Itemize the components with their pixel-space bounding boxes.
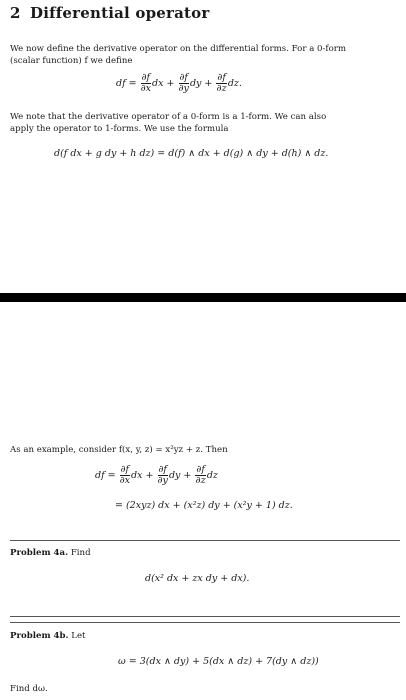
section-title: Differential operator bbox=[30, 4, 210, 22]
intro-paragraph bbox=[10, 43, 398, 67]
problem-4b-heading bbox=[10, 630, 398, 642]
divider-problem-4b-bottom bbox=[10, 622, 400, 623]
example-paragraph: As an example, consider f(x, y, z) = x²yz + z. Then bbox=[10, 445, 228, 455]
intro-line-1: We now define the derivative operator on the differential forms. For a 0-form bbox=[10, 44, 347, 54]
problem-4b-label: Problem 4b. bbox=[10, 631, 69, 641]
example-term-x: dx + bbox=[131, 470, 154, 481]
divider-problem-4a bbox=[10, 540, 400, 541]
eq1-term-y: dy + bbox=[189, 78, 213, 89]
example-fraction-y: $\frac{\partial f}{\partial y}$ bbox=[157, 464, 168, 486]
note-line-1: We note that the derivative operator of a 0-form is a 1-form. We can also bbox=[10, 112, 327, 122]
eq1-term-x: dx + bbox=[152, 78, 175, 89]
example-equation-line-1 bbox=[95, 465, 218, 486]
problem-4b-instruction: Let bbox=[71, 631, 86, 641]
problem-4b-find: Find dω. bbox=[10, 684, 48, 694]
intro-line-2: (scalar function) f we define bbox=[10, 56, 133, 66]
divider-problem-4b-top bbox=[10, 616, 400, 617]
example-fraction-x: $\frac{\partial f}{\partial x}$ bbox=[119, 464, 130, 486]
section-number: 2 bbox=[10, 4, 21, 22]
eq1-fraction-x: $\frac{\partial f}{\partial x}$ bbox=[140, 72, 151, 94]
example-term-y: dy + bbox=[168, 470, 192, 481]
example-lhs: df = bbox=[95, 470, 116, 481]
eq1-fraction-y: $\frac{\partial f}{\partial y}$ bbox=[178, 72, 189, 94]
problem-4a-expression: d(x² dx + zx dy + dx). bbox=[145, 573, 250, 584]
eq1-lhs: df = bbox=[116, 78, 137, 89]
note-line-2: apply the operator to 1-forms. We use the formula bbox=[10, 124, 229, 134]
problem-4b-expression: ω = 3(dx ∧ dy) + 5(dx ∧ dz) + 7(dy ∧ dz)) bbox=[118, 656, 319, 667]
note-paragraph bbox=[10, 111, 398, 135]
problem-4a-instruction: Find bbox=[70, 548, 91, 558]
example-term-z: dz bbox=[206, 470, 218, 481]
example-fraction-z: $\frac{\partial f}{\partial z}$ bbox=[195, 464, 206, 486]
equation-df-definition bbox=[116, 73, 242, 94]
section-heading bbox=[10, 4, 209, 22]
eq1-term-z: dz. bbox=[227, 78, 242, 89]
page-separator-bar bbox=[0, 293, 406, 302]
problem-4a-heading bbox=[10, 547, 398, 559]
eq1-fraction-z: $\frac{\partial f}{\partial z}$ bbox=[216, 72, 227, 94]
example-equation-line-2: = (2xyz) dx + (x²z) dy + (x²y + 1) dz. bbox=[115, 500, 293, 511]
equation-one-form-derivative: d(f dx + g dy + h dz) = d(f) ∧ dx + d(g) ∧ dy + d(h) ∧ dz. bbox=[54, 148, 329, 159]
problem-4a-label: Problem 4a. bbox=[10, 548, 69, 558]
